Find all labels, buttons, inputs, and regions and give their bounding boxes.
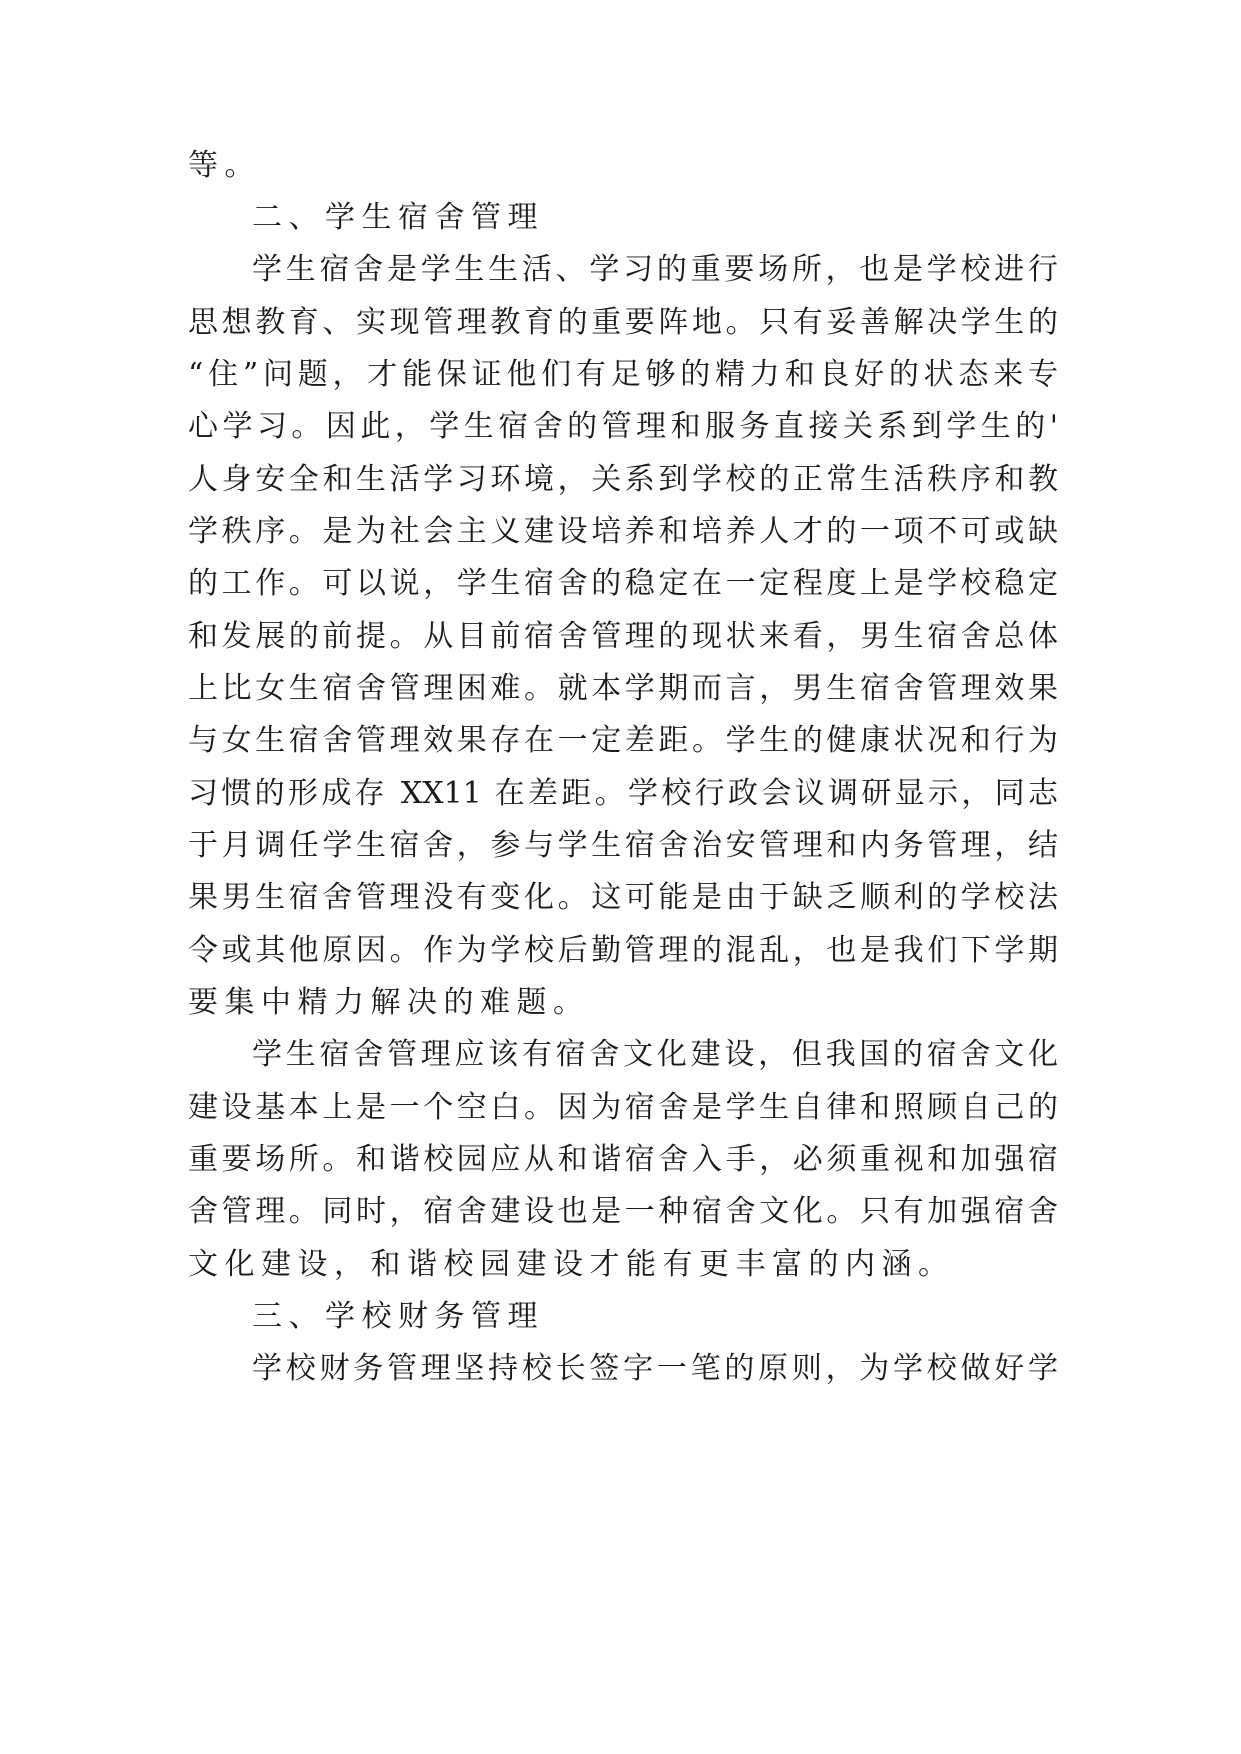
paragraph-line: 学校财务管理坚持校长签字一笔的原则，为学校做好学 <box>252 1351 1058 1386</box>
paragraph-line: 思想教育、实现管理教育的重要阵地。只有妥善解决学生的 <box>188 305 1058 340</box>
section-heading-finance: 三、学校财务管理 <box>252 1299 544 1334</box>
paragraph-line: 果男生宿舍管理没有变化。这可能是由于缺乏顺利的学校法 <box>188 880 1058 915</box>
paragraph-line: 学生宿舍是学生生活、学习的重要场所，也是学校进行 <box>252 252 1058 287</box>
paragraph-line: 舍管理。同时，宿舍建设也是一种宿舍文化。只有加强宿舍 <box>188 1194 1058 1229</box>
paragraph-line: 心学习。因此，学生宿舍的管理和服务直接关系到学生的' <box>188 409 1058 444</box>
paragraph-line: 和发展的前提。从目前宿舍管理的现状来看，男生宿舍总体 <box>188 619 1058 654</box>
paragraph-line: 习惯的形成存 XX11 在差距。学校行政会议调研显示，同志 <box>188 776 1058 811</box>
paragraph-line: 与女生宿舍管理效果存在一定差距。学生的健康状况和行为 <box>188 723 1058 758</box>
paragraph-line: 学生宿舍管理应该有宿舍文化建设，但我国的宿舍文化 <box>252 1037 1058 1072</box>
paragraph-line: 令或其他原因。作为学校后勤管理的混乱，也是我们下学期 <box>188 933 1058 968</box>
paragraph-line: 上比女生宿舍管理困难。就本学期而言，男生宿舍管理效果 <box>188 671 1058 706</box>
paragraph-line: “住”问题，才能保证他们有足够的精力和良好的状态来专 <box>188 357 1058 392</box>
paragraph-line: 要集中精力解决的难题。 <box>188 985 590 1020</box>
paragraph-line: 文化建设，和谐校园建设才能有更丰富的内涵。 <box>188 1247 955 1282</box>
paragraph-line: 重要场所。和谐校园应从和谐宿舍入手，必须重视和加强宿 <box>188 1142 1058 1177</box>
paragraph-line: 于月调任学生宿舍，参与学生宿舍治安管理和内务管理，结 <box>188 828 1058 863</box>
paragraph-line: 人身安全和生活学习环境，关系到学校的正常生活秩序和教 <box>188 462 1058 497</box>
paragraph-line: 学秩序。是为社会主义建设培养和培养人才的一项不可或缺 <box>188 514 1058 549</box>
paragraph-line: 建设基本上是一个空白。因为宿舍是学生自律和照顾自己的 <box>188 1090 1058 1125</box>
section-heading-dormitory: 二、学生宿舍管理 <box>252 200 544 235</box>
paragraph-line: 等。 <box>188 148 261 183</box>
paragraph-line: 的工作。可以说，学生宿舍的稳定在一定程度上是学校稳定 <box>188 566 1058 601</box>
